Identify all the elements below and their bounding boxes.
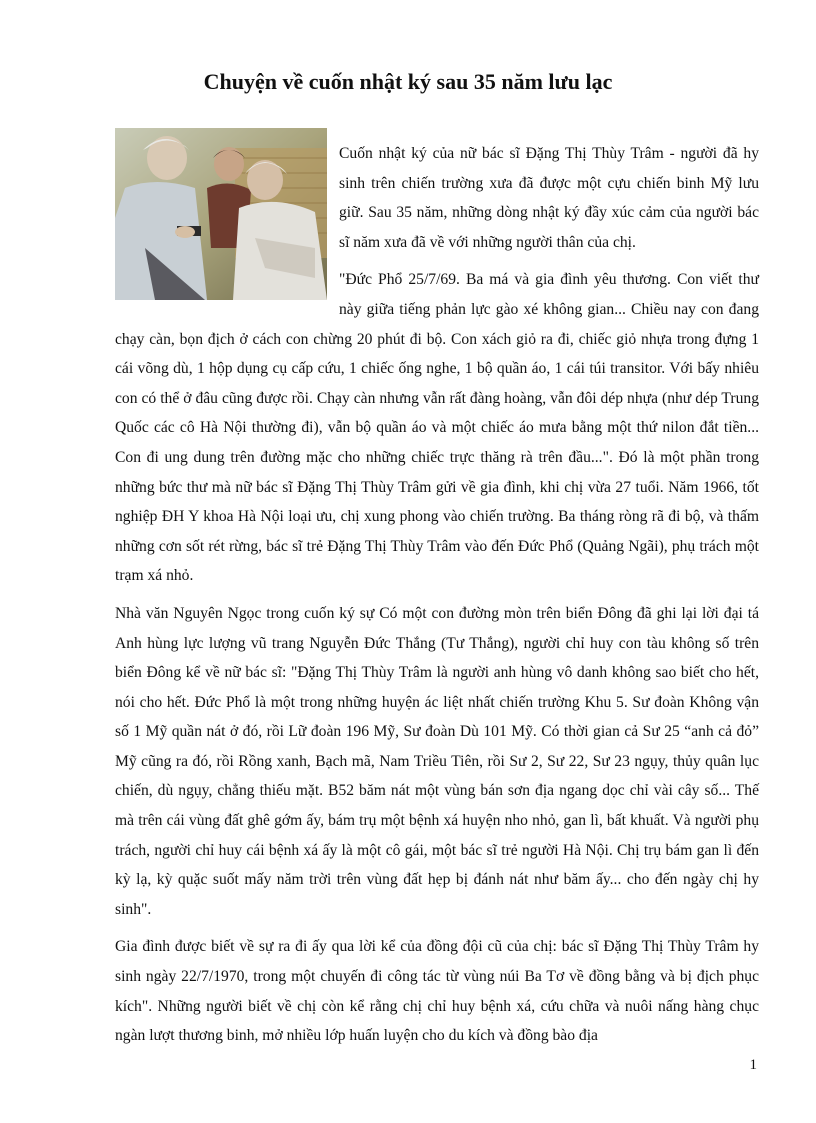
page-number: 1: [749, 1057, 757, 1073]
page-title: Chuyện về cuốn nhật ký sau 35 năm lưu lạc: [203, 69, 613, 94]
article-body: [115, 139, 759, 1051]
paragraph-testimony: Nhà văn Nguyên Ngọc trong cuốn ký sự Có một con đường mòn trên biển Đông đã ghi lại lời đại tá Anh hùng lực lượng vũ trang Nguyễn Đức Thắng (Tư Thắng), người chỉ huy con tàu không số trên biển Đông kể về nữ bác sĩ: "Đặng Thị Thùy Trâm là người anh hùng vô danh không sao biết cho hết, nói cho hết. Đức Phổ là một trong những huyện ác liệt nhất chiến trường Khu 5. Sư đoàn Không vận số 1 Mỹ quần nát ở đó, rồi Lữ đoàn 196 Mỹ, Sư đoàn Dù 101 Mỹ. Có thời gian cả Sư 25 “anh cả đỏ” Mỹ cũng ra đó, rồi Rồng xanh, Bạch mã, Nam Triều Tiên, rồi Sư 2, Sư 22, Sư 23 ngụy, thủy quân lục chiến, dù ngụy, chẳng thiếu mặt. B52 băm nát một vùng bán sơn địa ngang dọc chỉ vài cây số... Thế mà trên cái vùng đất ghê gớm ấy, bám trụ một bệnh xá huyện nho nhỏ, gan lì, bất khuất. Và người phụ trách, người chỉ huy cái bệnh xá ấy là một cô gái, một bác sĩ trẻ người Hà Nội. Chị trụ bám gan lì đến kỳ lạ, kỳ quặc suốt mấy năm trời trên vùng đất hẹp bị đánh nát như băm ấy... cho đến ngày chị hy sinh".: [115, 604, 759, 918]
article-photo: [115, 128, 327, 300]
paragraph-letter: "Đức Phổ 25/7/69. Ba má và gia đình yêu thương. Con viết thư này giữa tiếng phản lực gào xé không gian... Chiều nay con đang chạy càn, bọn địch ở cách con chừng 20 phút đi bộ. Con xách giỏ ra đi, chiếc giỏ nhựa trong đựng 1 cái võng dù, 1 hộp dụng cụ cấp cứu, 1 chiếc ống nghe, 1 bộ quần áo, 1 cái túi transitor. Với bấy nhiêu con có thể ở đâu cũng được rồi. Chạy càn nhưng vẫn rất đàng hoàng, vẫn đôi dép nhựa (như dép Trung Quốc các cô Hà Nội thường đi), vẫn bộ quần áo và một chiếc áo mưa bằng một thứ nilon đắt tiền... Con đi ung dung trên đường mặc cho những chiếc trực thăng rà trên đầu...". Đó là một phần trong những bức thư mà nữ bác sĩ Đặng Thị Thùy Trâm gửi về gia đình, khi chị vừa 27 tuổi. Năm 1966, tốt nghiệp ĐH Y khoa Hà Nội loại ưu, chị xung phong vào chiến trường. Ba tháng ròng rã đi bộ, và thấm những cơn sốt rét rừng, bác sĩ trẻ Đặng Thị Thùy Trâm vào đến Đức Phổ (Quảng Ngãi), phụ trách một trạm xá nhỏ.: [115, 271, 759, 585]
paragraph-family: Gia đình được biết về sự ra đi ấy qua lời kể của đồng đội cũ của chị: bác sĩ Đặng Thị Thùy Trâm hy sinh ngày 22/7/1970, trong một chuyến đi công tác từ vùng núi Ba Tơ về đồng bằng và bị địch phục kích". Những người biết về chị còn kể rằng chị chỉ huy bệnh xá, cứu chữa và nuôi nấng hàng chục ngàn lượt thương binh, mở nhiều lớp huấn luyện cho du kích và đồng bào địa: [115, 938, 759, 1045]
paragraph-intro: Cuốn nhật ký của nữ bác sĩ Đặng Thị Thùy Trâm - người đã hy sinh trên chiến trường xưa đã được một cựu chiến binh Mỹ lưu giữ. Sau 35 năm, những dòng nhật ký đầy xúc cảm của người bác sĩ năm xưa đã về với những người thân của chị.: [339, 145, 759, 251]
